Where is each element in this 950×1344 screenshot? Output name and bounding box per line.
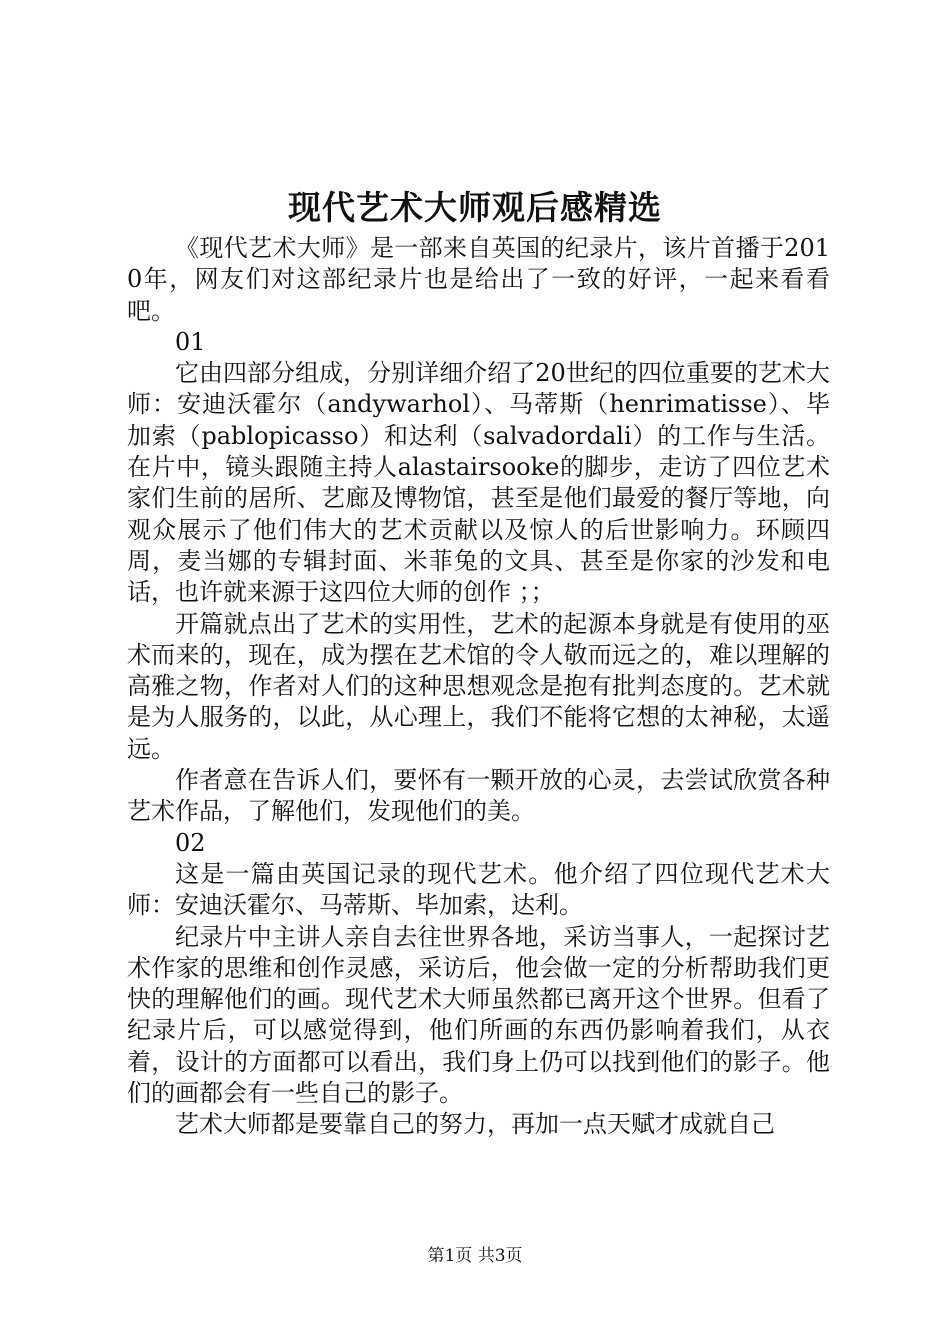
paragraph: 它由四部分组成，分别详细介绍了20世纪的四位重要的艺术大师：安迪沃霍尔（andywarhol）、马蒂斯（henrimatisse）、毕加索（pablopicasso）和达利（salvadordali）的工作与生活。在片中，镜头跟随主持人alastairsooke的脚步，走访了四位艺术家们生前的居所、艺廊及博物馆，甚至是他们最爱的餐厅等地，向观众展示了他们伟大的艺术贡献以及惊人的后世影响力。环顾四周，麦当娜的专辑封面、米菲兔的文具、甚至是你家的沙发和电话，也许就来源于这四位大师的创作 ；； [127, 359, 830, 607]
paragraph: 纪录片中主讲人亲自去往世界各地，采访当事人，一起探讨艺术作家的思维和创作灵感，采访后，他会做一定的分析帮助我们更快的理解他们的画。现代艺术大师虽然都已离开这个世界。但看了纪录片后，可以感觉得到，他们所画的东西仍影响着我们，从衣着，设计的方面都可以看出，我们身上仍可以找到他们的影子。他们的画都会有一些自己的影子。 [127, 922, 830, 1108]
paragraph: 开篇就点出了艺术的实用性，艺术的起源本身就是有使用的巫术而来的，现在，成为摆在艺术馆的令人敬而远之的，难以理解的高雅之物，作者对人们的这种思想观念是抱有批判态度的。艺术就是为人服务的，以此，从心理上，我们不能将它想的太神秘，太遥远。 [127, 609, 830, 763]
document-title: 现代艺术大师观后感精选 [288, 188, 662, 227]
paragraph: 艺术大师都是要靠自己的努力，再加一点天赋才成就自己 [175, 1110, 775, 1139]
paragraph: 这是一篇由英国记录的现代艺术。他介绍了四位现代艺术大师：安迪沃霍尔、马蒂斯、毕加索，达利。 [127, 859, 830, 920]
section-number: 02 [175, 828, 206, 857]
document-body [127, 233, 830, 1141]
section-number: 01 [175, 327, 206, 356]
page-footer: 第1页 共3页 [427, 1246, 523, 1266]
paragraph: 《现代艺术大师》是一部来自英国的纪录片，该片首播于2010年，网友们对这部纪录片也是给出了一致的好评，一起来看看吧。 [127, 234, 830, 325]
paragraph: 作者意在告诉人们，要怀有一颗开放的心灵，去尝试欣赏各种艺术作品，了解他们，发现他们的美。 [127, 766, 830, 826]
